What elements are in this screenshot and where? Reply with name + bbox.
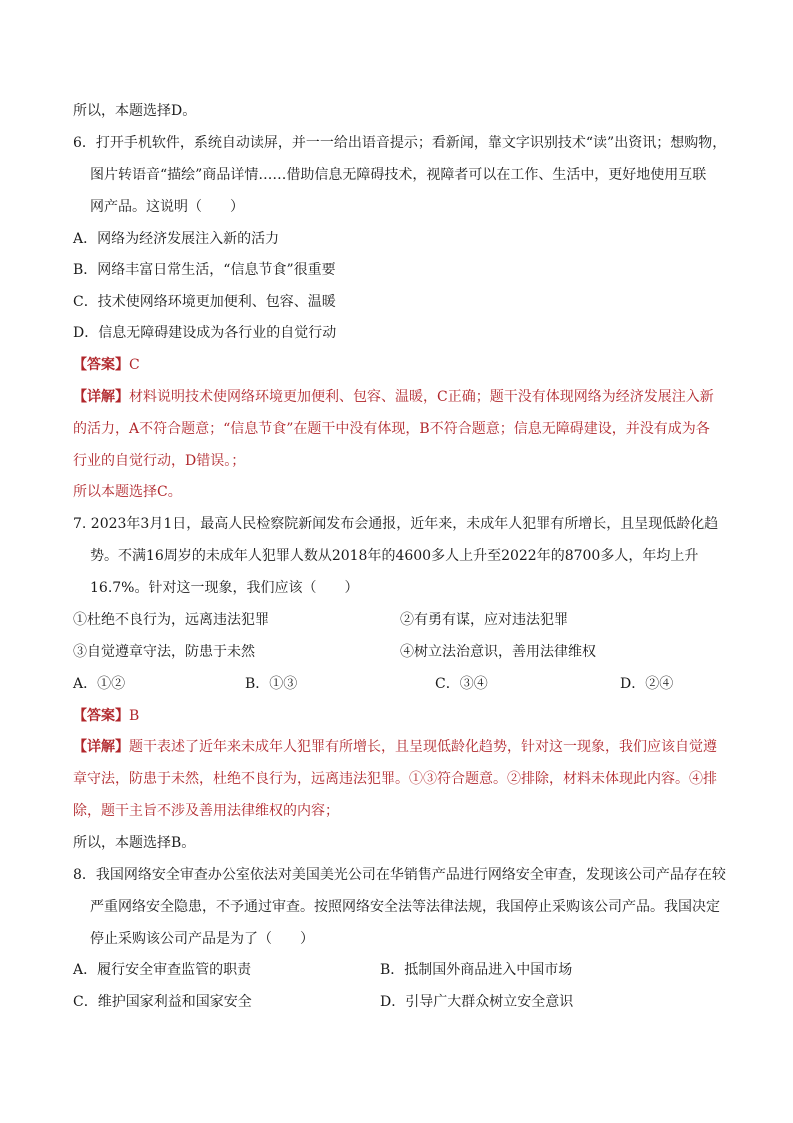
q8-option-a: A．履行安全审查监管的职责 — [73, 962, 252, 978]
q7-stem-line-2: 势。不满16周岁的未成年人犯罪人数从2018年的4600多人上升至2022年的8700多人，年均上升 — [90, 548, 699, 564]
q7-option-d: D．②④ — [620, 676, 674, 692]
q7-option-a: A．①② — [73, 676, 126, 692]
q7-stem-line-3: 16.7%。针对这一现象，我们应该（ ） — [90, 580, 359, 596]
q7-stem-line-1: 7. 2023年3月1日，最高人民检察院新闻发布会通报，近年来，未成年人犯罪有所增长，且呈现低龄化趋 — [73, 516, 719, 532]
q8-option-d: D．引导广大群众树立安全意识 — [380, 994, 574, 1010]
q6-detail-line-1 — [73, 387, 714, 407]
q7-answer — [73, 706, 139, 726]
prev-conclusion: 所以，本题选择D。 — [73, 103, 197, 119]
q6-stem-line-2: 图片转语音“描绘”商品详情……借助信息无障碍技术，视障者可以在工作、生活中，更好地使用互联 — [90, 167, 707, 183]
q6-option-d: D．信息无障碍建设成为各行业的自觉行动 — [73, 325, 337, 341]
q7-option-b: B．①③ — [245, 676, 298, 692]
detail-text: 题干表述了近年来未成年人犯罪有所增长，且呈现低龄化趋势，针对这一现象，我们应该自觉遵 — [129, 739, 717, 755]
q7-detail-line-3: 除，题干主旨不涉及善用法律维权的内容； — [73, 803, 339, 819]
answer-value: B — [129, 708, 140, 724]
answer-value: C — [129, 357, 140, 373]
q8-stem-line-1: 8．我国网络安全审查办公室依法对美国美光公司在华销售产品进行网络安全审查，发现该公司产品存在较 — [73, 867, 726, 883]
q7-statement-4: ④树立法治意识，善用法律维权 — [400, 644, 596, 660]
q7-statement-1: ①杜绝不良行为，远离违法犯罪 — [73, 612, 269, 628]
q6-detail-line-3: 行业的自觉行动，D错误。； — [73, 453, 246, 469]
q6-answer — [73, 355, 140, 375]
q7-conclusion: 所以，本题选择B。 — [73, 835, 196, 851]
q6-conclusion: 所以本题选择C。 — [73, 484, 182, 500]
q6-detail-line-2: 的活力，A不符合题意；“信息节食”在题干中没有体现，B不符合题意；信息无障碍建设，并没有成为各 — [73, 421, 710, 437]
answer-label: 【答案】 — [73, 357, 129, 373]
q6-option-c: C．技术使网络环境更加便利、包容、温暖 — [73, 294, 336, 310]
detail-text: 材料说明技术使网络环境更加便利、包容、温暖，C正确；题干没有体现网络为经济发展注入新 — [129, 389, 714, 405]
q8-stem-line-2: 严重网络安全隐患，不予通过审查。按照网络安全法等法律法规，我国停止采购该公司产品。我国决定 — [90, 899, 720, 915]
q7-statement-3: ③自觉遵章守法，防患于未然 — [73, 644, 255, 660]
q8-option-b: B．抵制国外商品进入中国市场 — [380, 962, 573, 978]
answer-label: 【答案】 — [73, 708, 129, 724]
q7-detail-line-2: 章守法，防患于未然，杜绝不良行为，远离违法犯罪。①③符合题意。②排除，材料未体现此内容。④排 — [73, 771, 717, 787]
q6-option-a: A．网络为经济发展注入新的活力 — [73, 231, 280, 247]
q6-option-b: B．网络丰富日常生活，“信息节食”很重要 — [73, 262, 336, 278]
q7-statement-2: ②有勇有谋，应对违法犯罪 — [400, 612, 568, 628]
q8-stem-line-3: 停止采购该公司产品是为了（ ） — [90, 931, 314, 947]
q8-option-c: C．维护国家利益和国家安全 — [73, 994, 252, 1010]
q6-stem-line-1: 6．打开手机软件，系统自动读屏，并一一给出语音提示；看新闻，靠文字识别技术“读”出资讯；想购物， — [73, 135, 727, 151]
q6-stem-line-3: 网产品。这说明（ ） — [90, 199, 244, 215]
q7-detail-line-1 — [73, 737, 717, 757]
detail-label: 【详解】 — [73, 389, 129, 405]
detail-label: 【详解】 — [73, 739, 129, 755]
q7-option-c: C．③④ — [435, 676, 488, 692]
